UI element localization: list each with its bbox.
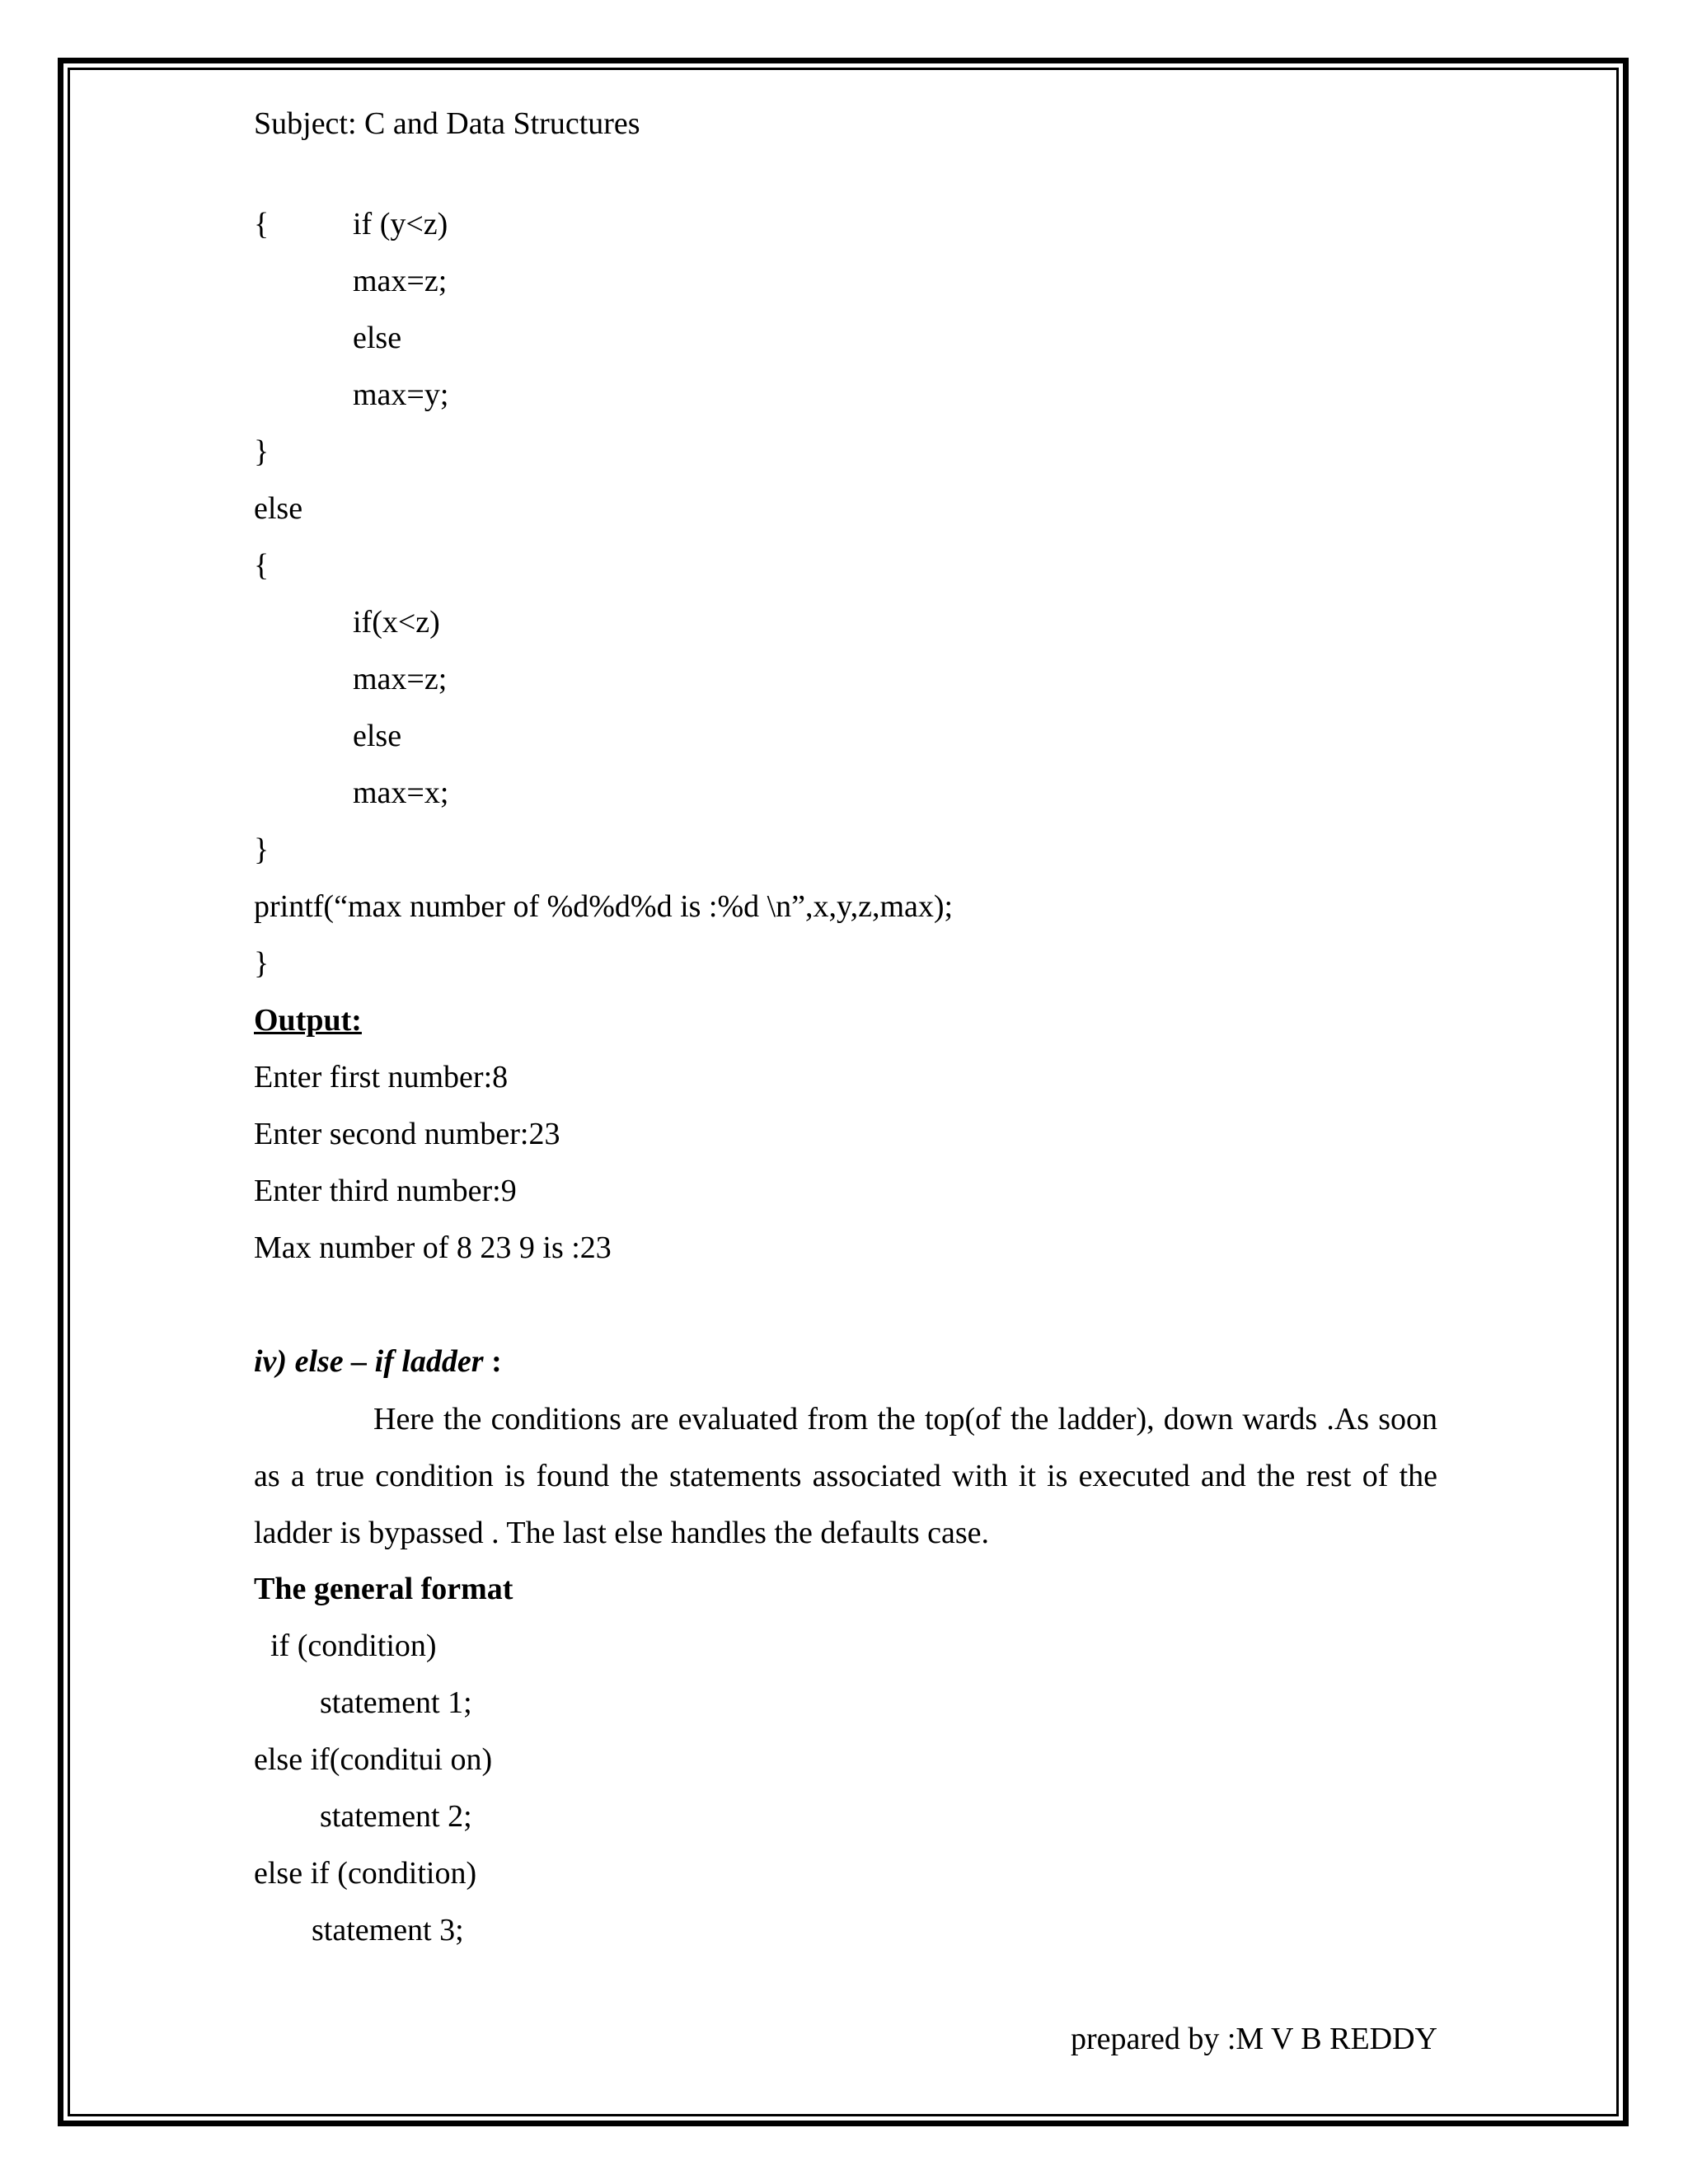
code-close-brace-1: } bbox=[254, 434, 270, 469]
code-line-max-y: max=y; bbox=[353, 377, 449, 412]
code-line-if-y-z: if (y<z) bbox=[353, 207, 448, 241]
code-open-brace-2: { bbox=[254, 548, 270, 583]
output-line-3: Enter third number:9 bbox=[254, 1174, 517, 1208]
format-line-3: else if(conditui on) bbox=[254, 1742, 493, 1777]
code-printf-line: printf(“max number of %d%d%d is :%d \n”,x,y,z,max); bbox=[254, 889, 954, 924]
output-line-1: Enter first number:8 bbox=[254, 1060, 509, 1094]
output-line-2: Enter second number:23 bbox=[254, 1117, 560, 1151]
format-heading: The general format bbox=[254, 1572, 513, 1606]
output-line-4: Max number of 8 23 9 is :23 bbox=[254, 1230, 612, 1265]
code-else-outer: else bbox=[254, 491, 303, 526]
code-close-brace-2: } bbox=[254, 832, 270, 867]
footer-author: prepared by :M V B REDDY bbox=[1070, 2022, 1437, 2056]
format-line-5: else if (condition) bbox=[254, 1856, 477, 1891]
code-line-else-2: else bbox=[353, 719, 402, 753]
code-line-max-z-2: max=z; bbox=[353, 662, 448, 696]
section-title: iv) else – if ladder bbox=[254, 1344, 484, 1379]
code-open-brace-1: { bbox=[254, 207, 270, 241]
code-line-if-x-z: if(x<z) bbox=[353, 605, 440, 640]
code-close-brace-3: } bbox=[254, 946, 270, 981]
code-line-max-z-1: max=z; bbox=[353, 264, 448, 298]
output-heading: Output: bbox=[254, 1003, 362, 1038]
format-line-6: statement 3; bbox=[312, 1913, 464, 1947]
section-title-row bbox=[254, 1343, 502, 1380]
format-line-4: statement 2; bbox=[320, 1799, 472, 1834]
section-title-suffix: : bbox=[483, 1344, 502, 1379]
subject-header: Subject: C and Data Structures bbox=[254, 106, 640, 141]
section-paragraph: Here the conditions are evaluated from the top(of the ladder), down wards .As soon as a true condition is found the statements associated with it is executed and the rest of the ladder is bypassed . The last else handles the defaults case. bbox=[254, 1402, 1437, 1550]
format-line-2: statement 1; bbox=[320, 1685, 472, 1720]
format-line-1: if (condition) bbox=[270, 1629, 437, 1663]
code-line-else-1: else bbox=[353, 321, 402, 355]
code-line-max-x: max=x; bbox=[353, 776, 449, 810]
